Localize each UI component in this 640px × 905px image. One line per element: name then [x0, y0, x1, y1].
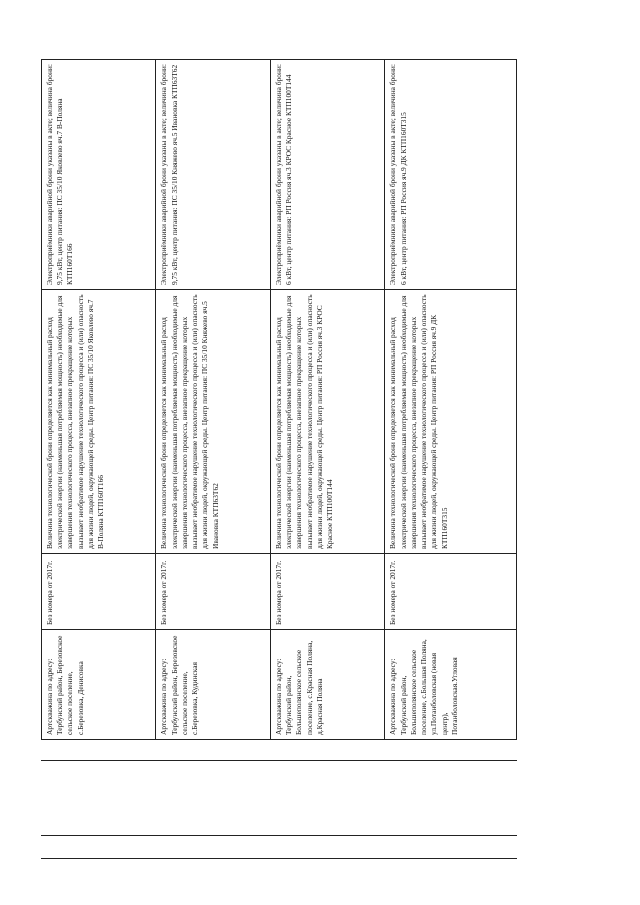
divider-line [41, 858, 517, 859]
address-cell: Артскважина по адресу: Тербунский район, Березовское сельское поселение, с.Березовка, Денисовка [42, 630, 156, 740]
divider-line [41, 835, 517, 836]
data-table [41, 59, 517, 740]
armor-cell: Электроприёмники аварийной брони указаны в акте; величина брони: 6 кВт, центр питания: РП Россия яч.9 ДК КТП160Т315 [385, 60, 517, 290]
rotated-table [41, 60, 517, 740]
armor-cell: Электроприёмники аварийной брони указаны в акте; величина брони: 9,75 кВт, центр питания: ПС 35/10 Княжево яч.5 Ивановка КТП63Т62 [156, 60, 270, 290]
description-cell: Величина технологической брони определяется как минимальный расход электрической энергии (наименьшая потребляемая мощность) необходимые для завершения технологического процесса, внезапное прекращение которых вызывает необратимое нарушение технологического процесса и (или) опасность для жизни людей, окружающей среды. Центр питания: ПС 35/10 Яковлево яч.7 В-Поляна КТП160Т166 [42, 290, 156, 554]
number-cell: Без номера от 2017г. [42, 554, 156, 630]
armor-cell: Электроприёмники аварийной брони указаны в акте; величина брони: 9,75 кВт, центр питания: ПС 35/10 Яковлево яч.7 В-Поляна КТП160Т166 [42, 60, 156, 290]
table-row [385, 60, 517, 740]
description-cell: Величина технологической брони определяется как минимальный расход электрической энергии (наименьшая потребляемая мощность) необходимые для завершения технологического процесса, внезапное прекращение которых вызывает необратимое нарушение технологического процесса и (или) опасность для жизни людей, окружающей среды. Центр питания: РП Россия яч.3 КРОС Красное КТП100Т144 [270, 290, 384, 554]
table-row [42, 60, 156, 740]
address-cell: Артскважина по адресу: Тербунский район, Большеполянское сельское поселение, с.Красная Поляна, д.Красная Поляна [270, 630, 384, 740]
table-row [156, 60, 270, 740]
description-cell: Величина технологической брони определяется как минимальный расход электрической энергии (наименьшая потребляемая мощность) необходимые для завершения технологического процесса, внезапное прекращение которых вызывает необратимое нарушение технологического процесса и (или) опасность для жизни людей, окружающей среды. Центр питания: РП Россия яч.9 ДК КТП160Т315 [385, 290, 517, 554]
rotated-table-container [41, 60, 517, 740]
table-row [270, 60, 384, 740]
number-cell: Без номера от 2017г. [385, 554, 517, 630]
divider-line [41, 760, 517, 761]
number-cell: Без номера от 2017г. [156, 554, 270, 630]
description-cell: Величина технологической брони определяется как минимальный расход электрической энергии (наименьшая потребляемая мощность) необходимые для завершения технологического процесса, внезапное прекращение которых вызывает необратимое нарушение технологического процесса и (или) опасность для жизни людей, окружающей среды. Центр питания: ПС 35/10 Княжево яч.5 Ивановка КТП63Т62 [156, 290, 270, 554]
number-cell: Без номера от 2017г. [270, 554, 384, 630]
address-cell: Артскважина по адресу: Тербунский район, Березовское сельское поселение, с.Березовка, Кудинская [156, 630, 270, 740]
address-cell: Артскважина по адресу: Тербунский район, Большеполянское сельское поселение, с.Большая Поляна, ул.Потанболовская (новая центр), Потанболовская.Угловая [385, 630, 517, 740]
armor-cell: Электроприёмники аварийной брони указаны в акте; величина брони: 6 кВт, центр питания: РП Россия яч.3 КРОС Красное КТП100Т144 [270, 60, 384, 290]
